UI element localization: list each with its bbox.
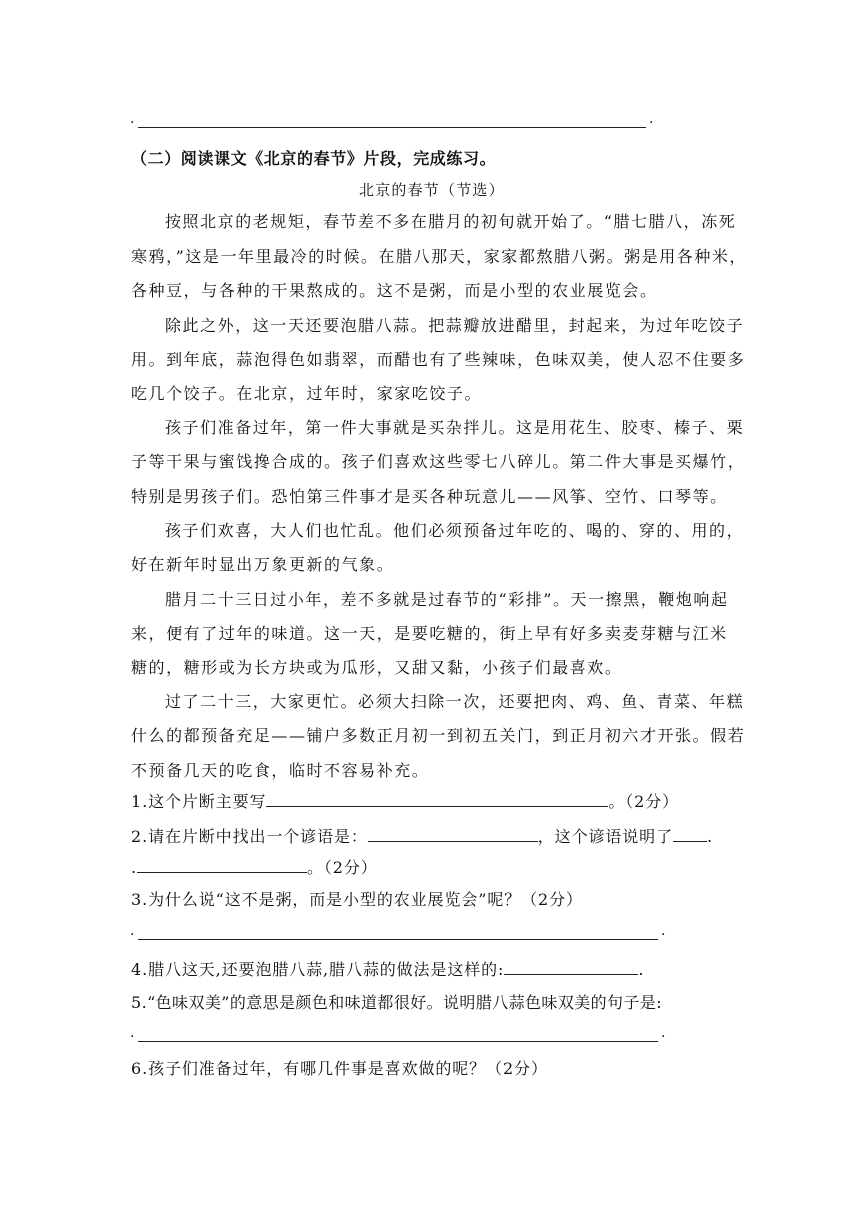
question-5-answer-line[interactable] xyxy=(138,1041,658,1042)
question-2-blank-meaning-cont[interactable] xyxy=(137,856,307,873)
question-3-trail: . xyxy=(661,923,666,939)
question-2-suffix: 。（2分） xyxy=(307,858,378,877)
question-2-blank-proverb[interactable] xyxy=(368,825,538,842)
passage-line: 孩子们欢喜，大人们也忙乱。他们必须预备过年吃的、喝的、穿的、用的， xyxy=(165,521,745,540)
question-1-suffix: 。（2分） xyxy=(608,792,680,811)
answer-line-lead: . xyxy=(130,111,135,127)
passage-line: 用。到年底，蒜泡得色如翡翠，而醋也有了些辣味，色味双美，使人忍不住要多 xyxy=(131,350,746,369)
passage-line: 按照北京的老规矩，春节差不多在腊月的初旬就开始了。“腊七腊八，冻死 xyxy=(165,212,737,231)
passage-line: 吃几个饺子。在北京，过年时，家家吃饺子。 xyxy=(131,384,483,403)
question-3-lead: . xyxy=(130,923,135,939)
question-1-text: 1.这个片断主要写 xyxy=(131,792,267,811)
question-2-continued xyxy=(131,856,378,878)
question-5-trail: . xyxy=(661,1025,666,1041)
question-2-trail: . xyxy=(706,827,713,846)
question-2-text: 2.请在片断中找出一个谚语是： xyxy=(131,827,368,846)
passage-line: 好在新年时显出万象更新的气象。 xyxy=(131,555,395,574)
passage-line: 子等干果与蜜饯搀合成的。孩子们喜欢这些零七八碎儿。第二件大事是买爆竹， xyxy=(131,452,746,471)
question-3-text: 3.为什么说“这不是粥，而是小型的农业展览会”呢？（2分） xyxy=(131,890,583,909)
question-4-text: 4.腊八这天,还要泡腊八蒜,腊八蒜的做法是这样的: xyxy=(131,960,505,979)
question-3-answer-line[interactable] xyxy=(138,939,658,940)
question-4-trail: . xyxy=(638,960,645,979)
passage-line: 来，便有了过年的味道。这一天，是要吃糖的，街上早有好多卖麦芽糖与江米 xyxy=(131,624,728,643)
question-5-lead: . xyxy=(130,1025,135,1041)
question-6-text: 6.孩子们准备过年，有哪几件事是喜欢做的呢？（2分） xyxy=(131,1059,548,1078)
passage-line: 特别是男孩子们。恐怕第三件事才是买各种玩意儿——风筝、空竹、口琴等。 xyxy=(131,487,728,506)
question-1-blank[interactable] xyxy=(266,790,608,807)
section-heading: （二）阅读课文《北京的春节》片段，完成练习。 xyxy=(131,149,497,168)
question-1 xyxy=(131,790,679,812)
question-4-blank[interactable] xyxy=(504,958,638,975)
question-2 xyxy=(131,825,713,847)
passage-line: 过了二十三，大家更忙。必须大扫除一次，还要把肉、鸡、鱼、青菜、年糕 xyxy=(165,692,745,711)
passage-line: 糖的，糖形或为长方块或为瓜形，又甜又黏，小孩子们最喜欢。 xyxy=(131,658,623,677)
answer-line-trail: . xyxy=(649,111,654,127)
passage-line: 腊月二十三日过小年，差不多就是过春节的“彩排”。天一擦黑，鞭炮响起 xyxy=(165,590,729,609)
question-5-text: 5.“色味双美”的意思是颜色和味道都很好。说明腊八蒜色味双美的句子是: xyxy=(131,993,663,1012)
question-2-blank-meaning[interactable] xyxy=(673,825,707,842)
answer-line[interactable] xyxy=(138,127,646,128)
passage-line: 寒鸦，”这是一年里最冷的时候。在腊八那天，家家都熬腊八粥。粥是用各种米， xyxy=(131,247,747,266)
passage-line: 孩子们准备过年，第一件大事就是买杂拌儿。这是用花生、胶枣、榛子、栗 xyxy=(165,418,745,437)
passage-title: 北京的春节（节选） xyxy=(359,181,505,199)
question-2-middle: ，这个谚语说明了 xyxy=(537,827,673,846)
question-2-lead: . xyxy=(131,858,137,877)
question-4 xyxy=(131,958,644,980)
passage-line: 什么的都预备充足——铺户多数正月初一到初五关门，到正月初六才开张。假若 xyxy=(131,726,746,745)
passage-line: 除此之外，这一天还要泡腊八蒜。把蒜瓣放进醋里，封起来，为过年吃饺子 xyxy=(165,316,745,335)
passage-line: 不预备几天的吃食，临时不容易补充。 xyxy=(131,761,430,780)
passage-line: 各种豆，与各种的干果熬成的。这不是粥，而是小型的农业展览会。 xyxy=(131,281,658,300)
